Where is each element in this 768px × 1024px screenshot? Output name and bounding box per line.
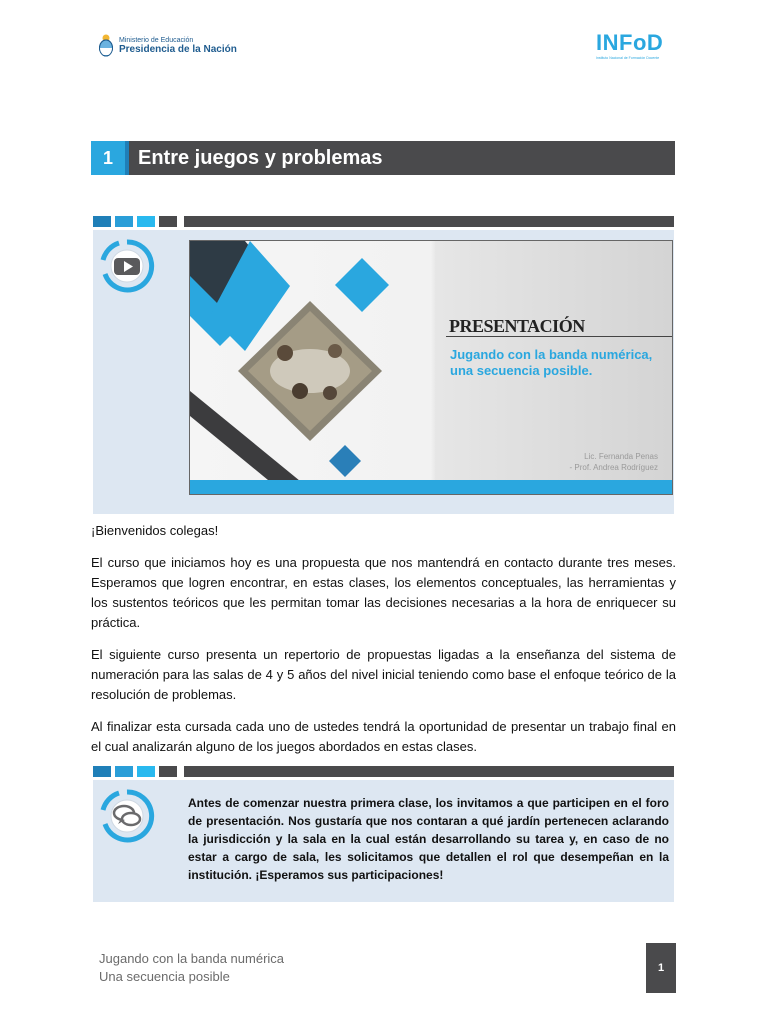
footer-course-title <box>99 950 284 986</box>
page-number: 1 <box>646 943 676 993</box>
footer-line-2: Una secuencia posible <box>99 969 230 984</box>
slide-divider <box>446 336 672 337</box>
footer-line-1: Jugando con la banda numérica <box>99 951 285 966</box>
slide-subtitle-line-2: una secuencia posible. <box>450 363 593 378</box>
infod-logo <box>596 32 663 60</box>
infod-logo-text: INFoD <box>596 30 664 55</box>
paragraph-1: El curso que iniciamos hoy es una propuesta que nos mantendrá en contacto durante tres meses. Esperamos que logren encontrar, en estas clases, los elementos conceptuales, las herramientas y los sustentos teóricos que les permitan tomar las decisiones necesarias a la hora de enriquecer su práctica. <box>91 555 676 630</box>
play-icon[interactable] <box>99 238 155 294</box>
section-number: 1 <box>91 141 125 175</box>
paragraph-2: El siguiente curso presenta un repertorio de propuestas ligadas a la enseñanza del sistema de numeración para las salas de 4 y 5 años del nivel inicial teniendo como base el enfoque teórico de la resolución de problemas. <box>91 647 676 702</box>
chat-icon[interactable] <box>99 788 155 844</box>
slide-subtitle-line-1: Jugando con la banda numérica, <box>450 347 653 362</box>
ministry-line-2: Presidencia de la Nación <box>119 44 237 55</box>
slide-subtitle <box>450 347 665 379</box>
ministry-logo <box>98 34 237 58</box>
slide-title: PRESENTACIÓN <box>449 316 585 336</box>
slide-author-2: - Prof. Andrea Rodríguez <box>569 463 658 472</box>
slide-bottom-bar <box>190 480 672 494</box>
section-title-bar <box>91 141 675 175</box>
decorative-stripes <box>93 216 674 227</box>
section-title: Entre juegos y problemas <box>138 146 383 169</box>
ministry-line-1: Ministerio de Educación <box>119 37 194 44</box>
paragraph-3: Al finalizar esta cursada cada uno de ustedes tendrá la oportunidad de presentar un trabajo final en el cual analizarán alguno de los juegos abordados en estas clases. <box>91 719 676 754</box>
decorative-stripes <box>93 766 674 777</box>
slide-authors <box>570 451 659 473</box>
coat-of-arms-icon <box>98 34 114 58</box>
forum-invitation-text: Antes de comenzar nuestra primera clase, los invitamos a que participen en el foro de presentación. Nos gustaría que nos contaran a qué jardín pertenecen aclarando la jurisdicción y la sala en la cual están desarrollando su tarea y, en caso de no estar a cargo de sala, les solicitamos que detallen el rol que desempeñan en la institución. ¡Esperamos sus participaciones! <box>188 796 669 882</box>
slide-author-1: Lic. Fernanda Penas <box>584 452 658 461</box>
greeting: ¡Bienvenidos colegas! <box>91 523 219 538</box>
infod-subtitle: Instituto Nacional de Formación Docente <box>596 56 660 60</box>
presentation-video-thumbnail[interactable] <box>189 240 673 495</box>
